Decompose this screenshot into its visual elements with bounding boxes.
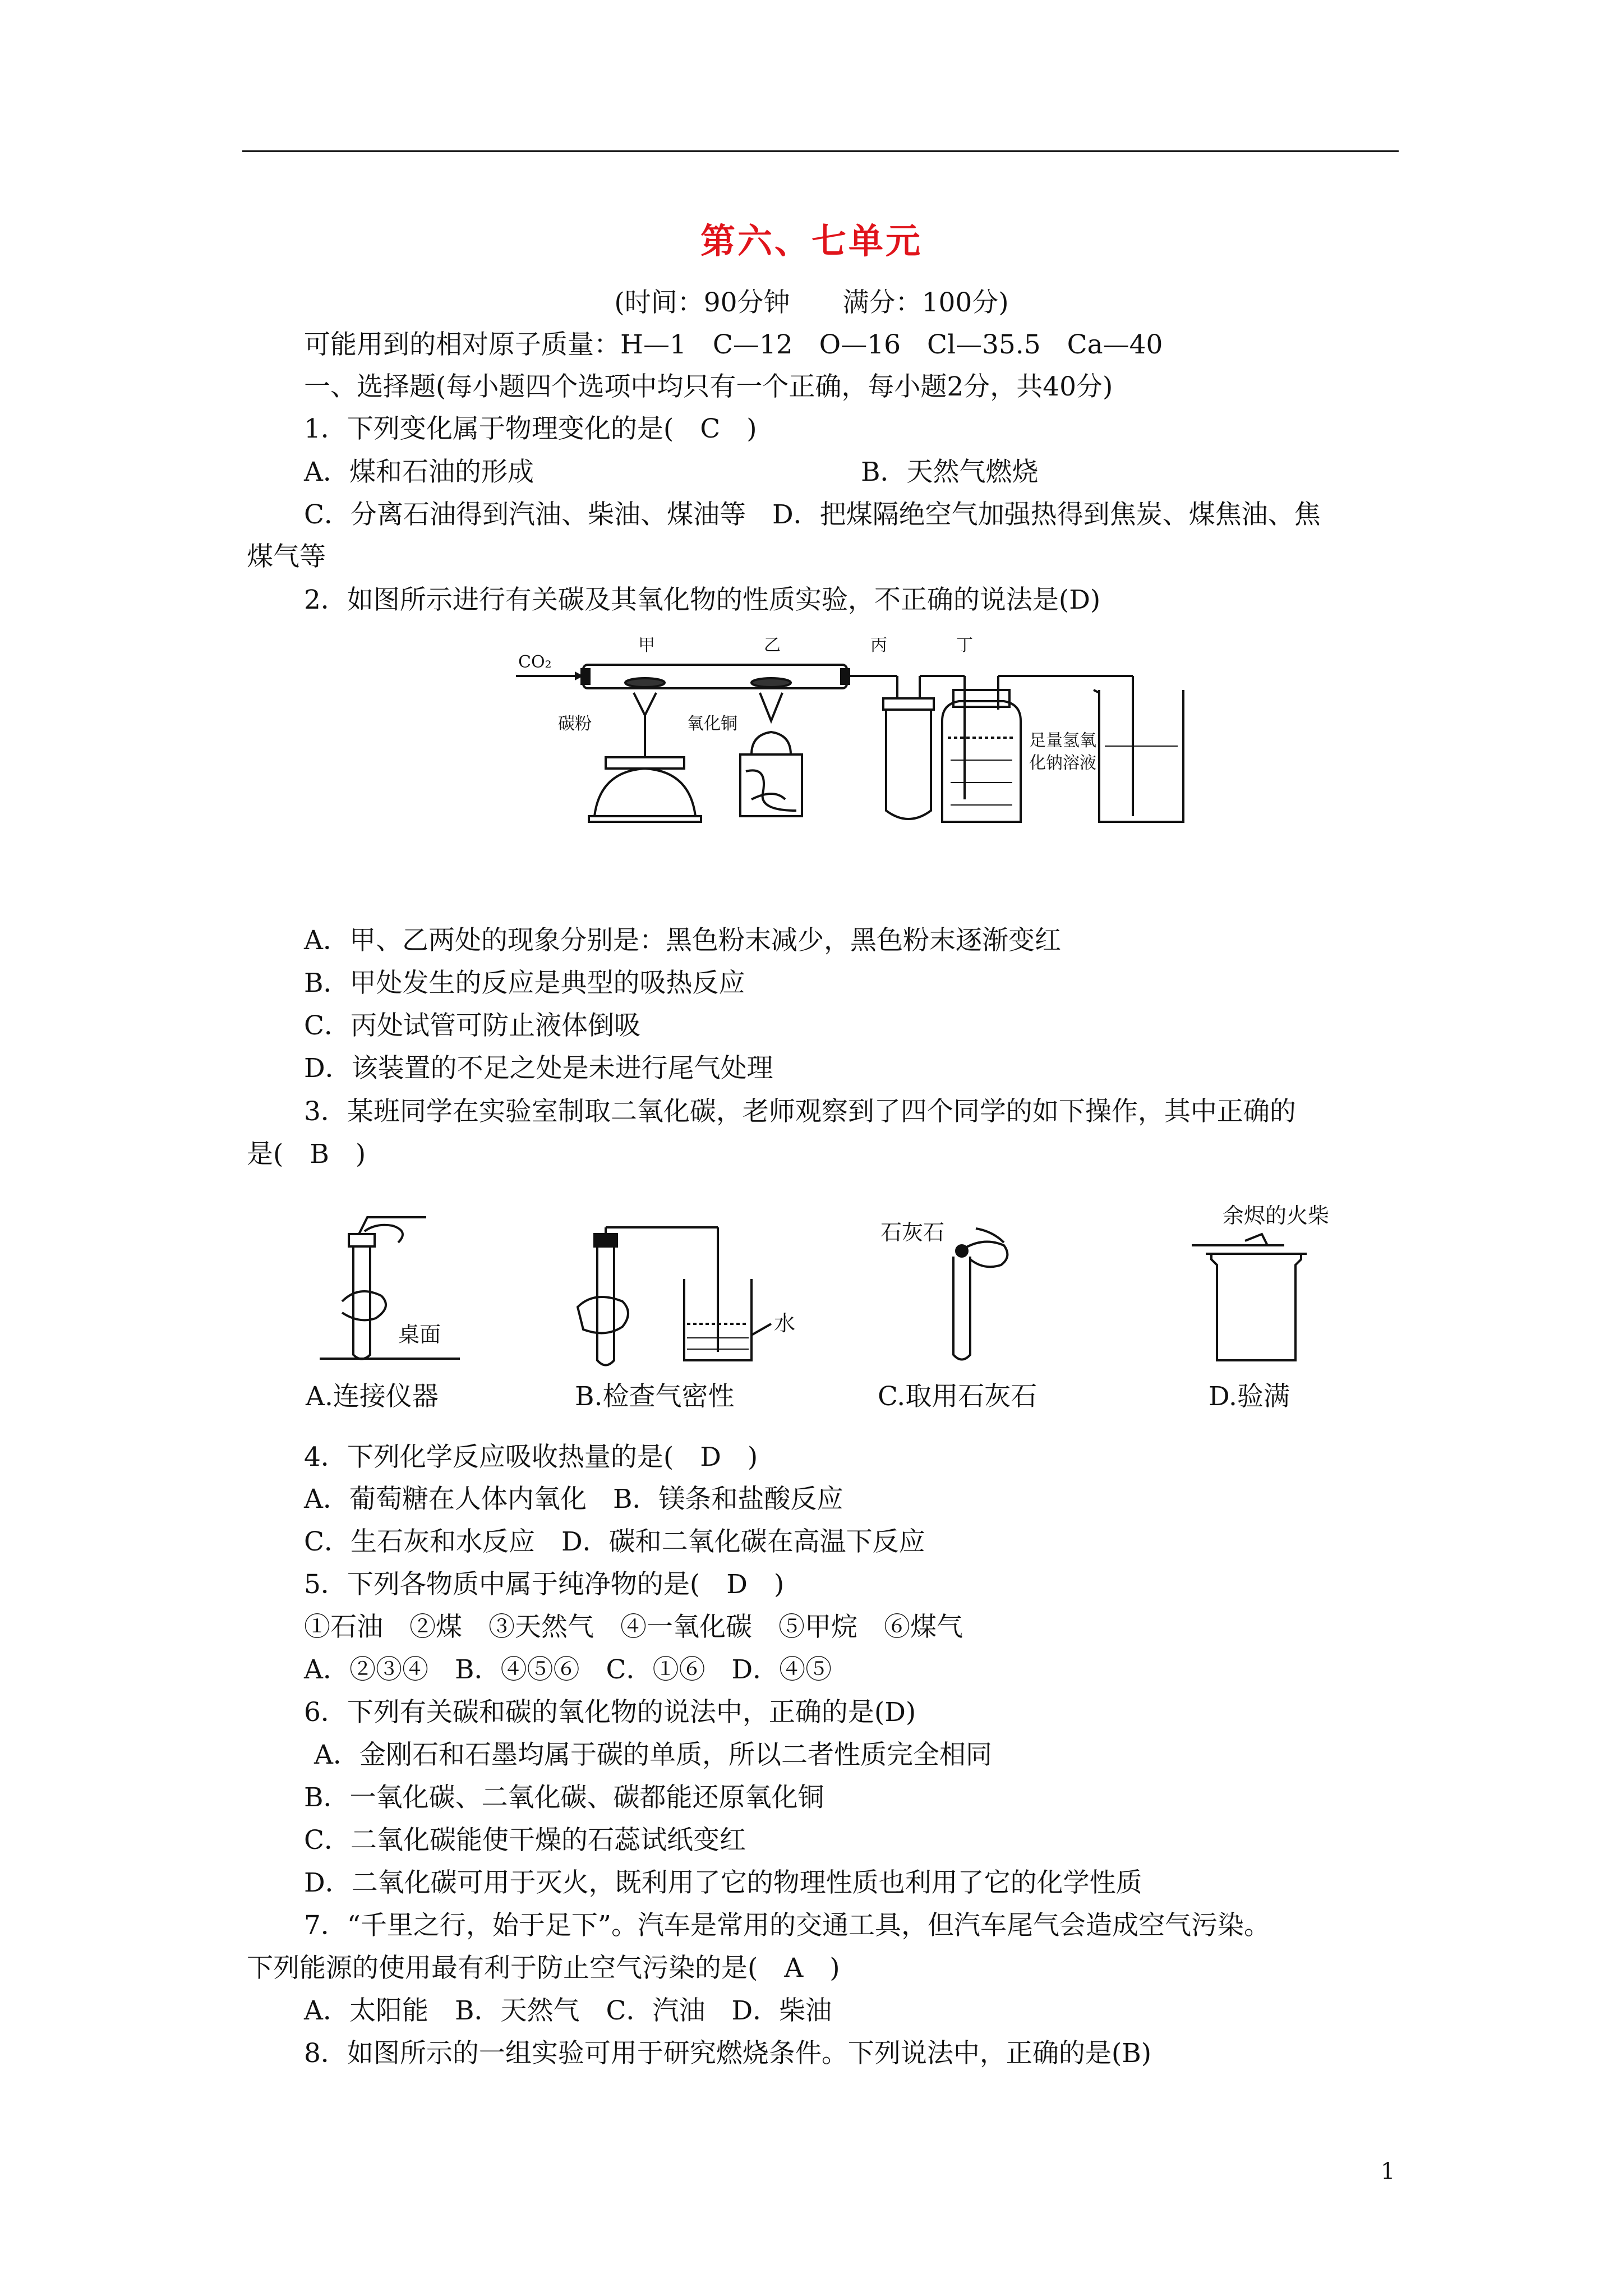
q5-options: A．②③④ B．④⑤⑥ C．①⑥ D．④⑤: [304, 1654, 832, 1685]
q7-options: A．太阳能 B．天然气 C．汽油 D．柴油: [304, 1995, 832, 2026]
q3-figure-b: [572, 1223, 808, 1380]
page-number: 1: [1381, 2159, 1395, 2184]
q4-options-cd: C．生石灰和水反应 D．碳和二氧化碳在高温下反应: [304, 1526, 925, 1557]
naoh-label-2: 化钠溶液: [1029, 753, 1096, 773]
ding-label: 丁: [956, 636, 973, 655]
q2-option-b: B．甲处发生的反应是典型的吸热反应: [304, 968, 745, 999]
q4-options-ab: A．葡萄糖在人体内氧化 B．镁条和盐酸反应: [304, 1484, 843, 1515]
q3-stem-line2: 是( B ): [247, 1139, 366, 1170]
q2-stem: 2．如图所示进行有关碳及其氧化物的性质实验，不正确的说法是(D): [304, 585, 1101, 615]
page-title: 第六、七单元: [700, 220, 923, 261]
desk-label: 桌面: [398, 1322, 441, 1347]
beaker: [1099, 690, 1183, 822]
gas-jar: [1211, 1254, 1301, 1360]
q6-stem: 6．下列有关碳和碳的氧化物的说法中，正确的是(D): [304, 1697, 916, 1728]
copper-oxide-label: 氧化铜: [687, 714, 737, 734]
q1-option-d-cont: 煤气等: [247, 541, 326, 572]
carbon-oxide-apparatus-figure: [505, 631, 1189, 833]
bing-label: 丙: [870, 636, 887, 655]
q1-option-a: A．煤和石油的形成: [304, 457, 534, 487]
q3-caption-a: A.连接仪器: [306, 1381, 439, 1412]
q7-stem-line2: 下列能源的使用最有利于防止空气污染的是( A ): [247, 1953, 840, 1984]
q3-figure-d: [1189, 1200, 1368, 1369]
limestone-label: 石灰石: [880, 1220, 945, 1245]
q2-option-c: C．丙处试管可防止液体倒吸: [304, 1010, 640, 1041]
q1-stem: 1．下列变化属于物理变化的是( C ): [304, 413, 757, 444]
q6-option-a: A．金刚石和石墨均属于碳的单质，所以二者性质完全相同: [314, 1740, 992, 1770]
q3-figure-a: [314, 1212, 471, 1369]
q6-option-c: C．二氧化碳能使干燥的石蕊试纸变红: [304, 1825, 746, 1856]
q3-figure-c: [875, 1217, 1054, 1374]
combustion-tube: [583, 665, 847, 688]
q2-option-a: A．甲、乙两处的现象分别是：黑色粉末减少，黑色粉末逐渐变红: [304, 925, 1061, 956]
q8-stem: 8．如图所示的一组实验可用于研究燃烧条件。下列说法中，正确的是(B): [304, 2038, 1152, 2069]
yi-label: 乙: [764, 636, 781, 655]
q1-option-cd: C．分离石油得到汽油、柴油、煤油等 D．把煤隔绝空气加强热得到焦炭、煤焦油、焦: [304, 499, 1321, 530]
q6-option-b: B．一氧化碳、二氧化碳、碳都能还原氧化铜: [304, 1782, 824, 1813]
atomic-masses: 可能用到的相对原子质量：H—1 C—12 O—16 Cl—35.5 Ca—40: [304, 329, 1163, 360]
q7-stem-line1: 7．“千里之行，始于足下”。汽车是常用的交通工具，但汽车尾气会造成空气污染。: [304, 1910, 1270, 1941]
water-label: 水: [774, 1311, 796, 1336]
test-tube: [886, 704, 931, 819]
co2-label: CO₂: [518, 652, 552, 672]
q3-caption-b: B.检查气密性: [575, 1381, 735, 1412]
q3-caption-d: D.验满: [1209, 1381, 1290, 1412]
q6-option-d: D．二氧化碳可用于灭火，既利用了它的物理性质也利用了它的化学性质: [304, 1867, 1142, 1898]
q5-stem: 5．下列各物质中属于纯净物的是( D ): [304, 1569, 785, 1600]
match-label: 余烬的火柴: [1223, 1203, 1330, 1228]
exam-info: (时间：90分钟 满分：100分): [614, 287, 1009, 318]
header-rule: [242, 150, 1399, 152]
section-heading: 一、选择题(每小题四个选项中均只有一个正确，每小题2分，共40分): [304, 371, 1113, 402]
wash-bottle: [942, 701, 1021, 822]
jia-label: 甲: [638, 636, 655, 655]
q3-caption-c: C.取用石灰石: [878, 1381, 1038, 1412]
carbon-powder-label: 碳粉: [558, 714, 592, 734]
q2-option-d: D．该装置的不足之处是未进行尾气处理: [304, 1053, 773, 1084]
q3-stem-line1: 3．某班同学在实验室制取二氧化碳，老师观察到了四个同学的如下操作，其中正确的: [304, 1096, 1296, 1127]
q4-stem: 4．下列化学反应吸收热量的是( D ): [304, 1442, 758, 1473]
q1-option-b: B．天然气燃烧: [861, 457, 1039, 487]
naoh-label-1: 足量氢氧: [1029, 731, 1096, 751]
q5-items: ①石油 ②煤 ③天然气 ④一氧化碳 ⑤甲烷 ⑥煤气: [304, 1612, 963, 1642]
